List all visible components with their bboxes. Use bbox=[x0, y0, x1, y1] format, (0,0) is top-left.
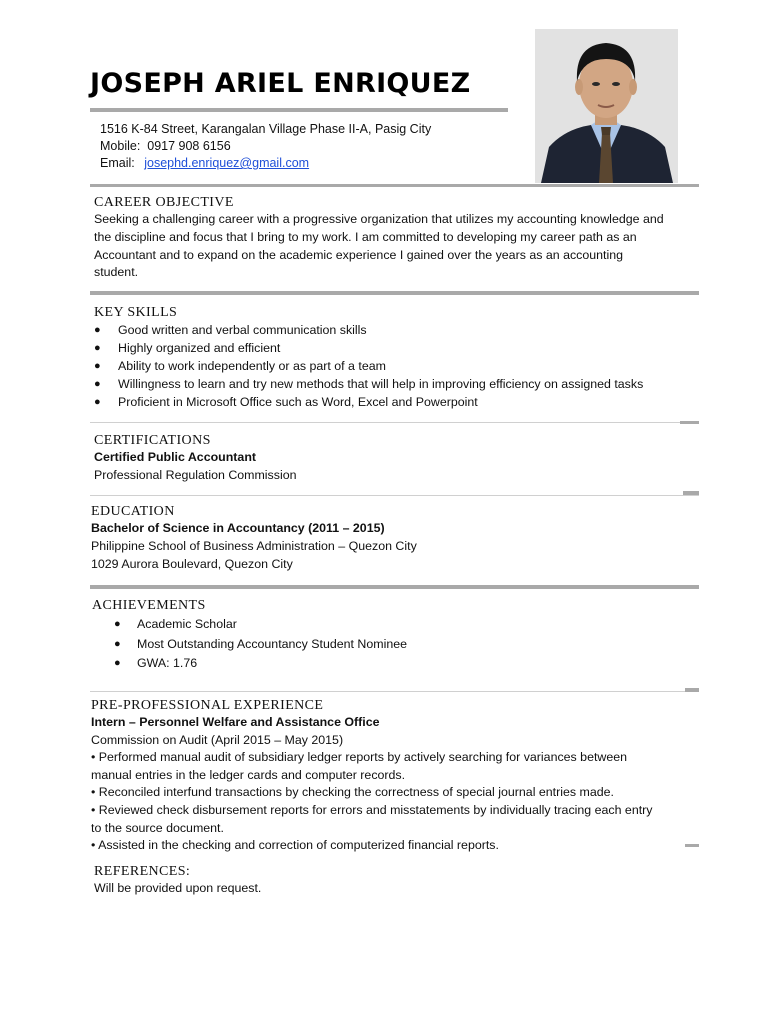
certification-issuer: Professional Regulation Commission bbox=[94, 467, 297, 482]
career-objective-heading: CAREER OBJECTIVE bbox=[94, 195, 234, 210]
career-objective-line: Accountant and to expand on the academic experience I gained over the years as an accounting bbox=[94, 247, 624, 262]
certifications-heading: CERTIFICATIONS bbox=[94, 433, 211, 448]
contact-block bbox=[100, 121, 431, 172]
list-item: ● Academic Scholar bbox=[114, 615, 692, 635]
list-item: ● GWA: 1.76 bbox=[114, 654, 692, 674]
bullet-icon: ● bbox=[114, 618, 121, 630]
bullet-icon: ● bbox=[94, 396, 101, 408]
achievements-section bbox=[92, 598, 692, 674]
section-divider bbox=[90, 291, 699, 295]
references-section bbox=[94, 864, 694, 898]
key-skills-list bbox=[94, 321, 694, 411]
experience-line: • Reconciled interfund transactions by checking the correctness of special journal entries made. bbox=[91, 785, 614, 800]
divider-accent bbox=[683, 491, 699, 495]
profile-photo bbox=[535, 29, 678, 183]
education-section bbox=[91, 504, 691, 573]
name-underline bbox=[90, 108, 508, 112]
contact-mobile-line bbox=[100, 138, 431, 155]
career-objective-text bbox=[94, 211, 694, 282]
key-skills-section bbox=[94, 305, 694, 411]
header-divider bbox=[90, 184, 699, 187]
section-divider bbox=[90, 691, 699, 692]
achievements-list bbox=[114, 615, 692, 674]
bullet-icon: ● bbox=[94, 342, 101, 354]
email-label: Email: bbox=[100, 156, 135, 170]
divider-accent bbox=[685, 844, 699, 847]
experience-line: • Performed manual audit of subsidiary ledger reports by actively searching for variances between bbox=[91, 750, 628, 765]
bullet-icon: ● bbox=[94, 360, 101, 372]
career-objective-line: the discipline and focus that I bring to my work. I am committed to developing my career path as an bbox=[94, 229, 637, 244]
email-link[interactable]: josephd.enriquez@gmail.com bbox=[144, 156, 310, 170]
section-divider bbox=[90, 422, 699, 423]
mobile-number: 0917 908 6156 bbox=[147, 139, 231, 153]
list-item: ● Most Outstanding Accountancy Student Nominee bbox=[114, 635, 692, 655]
list-item: ● Willingness to learn and try new methods that will help in improving efficiency on assigned tasks bbox=[94, 377, 644, 391]
education-school: Philippine School of Business Administration – Quezon City bbox=[91, 538, 417, 553]
profile-photo-image bbox=[535, 29, 678, 183]
bullet-icon: ● bbox=[94, 378, 101, 390]
contact-email-line bbox=[100, 155, 431, 172]
list-item: ● Good written and verbal communication skills bbox=[94, 323, 367, 337]
key-skills-heading: KEY SKILLS bbox=[94, 305, 178, 320]
section-divider bbox=[90, 495, 699, 496]
experience-line: to the source document. bbox=[91, 820, 224, 835]
experience-section bbox=[91, 698, 691, 855]
bullet-icon: ● bbox=[114, 657, 121, 669]
divider-accent bbox=[685, 688, 699, 692]
education-degree: Bachelor of Science in Accountancy (2011 – 2015) bbox=[91, 521, 385, 535]
career-objective-line: student. bbox=[94, 265, 139, 280]
list-item: ● Highly organized and efficient bbox=[94, 341, 281, 355]
experience-heading: PRE-PROFESSIONAL EXPERIENCE bbox=[91, 698, 324, 713]
achievements-heading: ACHIEVEMENTS bbox=[92, 598, 206, 613]
list-item: ● Proficient in Microsoft Office such as Word, Excel and Powerpoint bbox=[94, 395, 478, 409]
education-address: 1029 Aurora Boulevard, Quezon City bbox=[91, 556, 293, 571]
experience-role: Intern – Personnel Welfare and Assistance Office bbox=[91, 715, 380, 729]
experience-line: • Reviewed check disbursement reports for errors and misstatements by individually tracing each entry bbox=[91, 802, 653, 817]
certification-title: Certified Public Accountant bbox=[94, 450, 257, 464]
references-heading: REFERENCES: bbox=[94, 864, 191, 879]
experience-org: Commission on Audit (April 2015 – May 2015) bbox=[91, 732, 344, 747]
resume-name: JOSEPH ARIEL ENRIQUEZ bbox=[90, 68, 471, 99]
contact-address: 1516 K-84 Street, Karangalan Village Phase II-A, Pasig City bbox=[100, 122, 432, 136]
career-objective-line: Seeking a challenging career with a progressive organization that utilizes my accounting knowledge and bbox=[94, 212, 664, 226]
references-text: Will be provided upon request. bbox=[94, 881, 262, 895]
bullet-icon: ● bbox=[94, 324, 101, 336]
bullet-icon: ● bbox=[114, 637, 121, 650]
list-item: ● Ability to work independently or as part of a team bbox=[94, 359, 386, 373]
experience-line: manual entries in the ledger cards and computer records. bbox=[91, 767, 406, 782]
divider-accent bbox=[680, 421, 699, 424]
education-heading: EDUCATION bbox=[91, 504, 175, 519]
certifications-section bbox=[94, 433, 694, 485]
experience-line: • Assisted in the checking and correction of computerized financial reports. bbox=[91, 838, 499, 853]
career-objective-section bbox=[94, 195, 694, 282]
section-divider bbox=[90, 585, 699, 589]
mobile-label: Mobile: bbox=[100, 139, 141, 153]
